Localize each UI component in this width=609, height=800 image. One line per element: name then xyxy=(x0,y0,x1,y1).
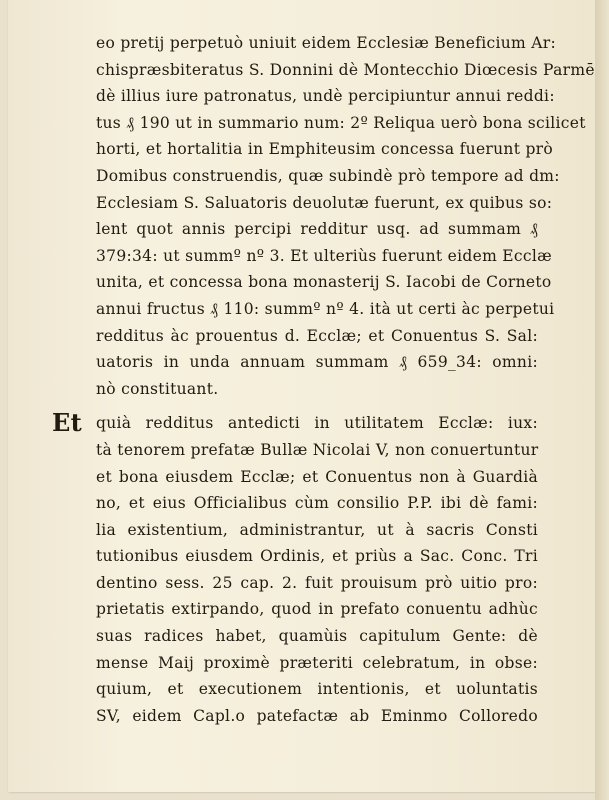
text-line: chispræsbiteratus S. Donnini dè Montecchio Diœcesis Parmē xyxy=(96,60,595,79)
text-line: tus ₰ 190 ut in summario num: 2º Reliqua uerò bona scilicet xyxy=(96,113,586,132)
manuscript-text xyxy=(52,30,595,729)
text-line: horti, et hortalitia in Emphiteusim concessa fuerunt prò xyxy=(96,140,554,159)
text-line: lia existentium, administrantur, ut à sacris Consti xyxy=(96,520,538,539)
text-line: et bona eiusdem Ecclæ; et Conuentus non à Guardià xyxy=(96,467,538,486)
text-line: dentino sess. 25 cap. 2. fuit prouisum prò uitio pro: xyxy=(96,573,538,592)
text-line: 379:34: ut summº nº 3. Et ulteriùs fuerunt eidem Ecclæ xyxy=(96,246,552,265)
text-line: quium, et executionem intentionis, et uoluntatis xyxy=(96,680,538,699)
page-edge xyxy=(595,0,609,800)
text-line: uatoris in unda annuam summam ₰ 659_34: omni: xyxy=(96,353,538,372)
text-line: lent quot annis percipi redditur usq. ad summam ₰ xyxy=(96,220,538,239)
text-line: SV, eidem Capl.o patefactæ ab Eminmo Colloredo xyxy=(96,706,538,725)
text-line: redditus àc prouentus d. Ecclæ; et Conuentus S. Sal: xyxy=(96,326,538,345)
text-line: tà tenorem prefatæ Bullæ Nicolai V, non conuertuntur xyxy=(96,440,539,459)
initial-letters: Et xyxy=(52,408,82,438)
text-line: dè illius iure patronatus, undè percipiuntur annui reddi: xyxy=(96,87,555,106)
text-line: quià redditus antedicti in utilitatem Ecclæ: iux: xyxy=(96,414,538,433)
text-line: prietatis extirpando, quod in prefato conuentu adhùc xyxy=(96,600,538,619)
text-line: no, et eius Officialibus cùm consilio P.P. ibi dè fami: xyxy=(96,494,538,513)
text-line: suas radices habet, quamùis capitulum Gente: dè xyxy=(96,627,538,646)
text-line: annui fructus ₰ 110: summº nº 4. ità ut certi àc perpetui xyxy=(96,299,555,318)
text-line: nò constituant. xyxy=(96,379,219,398)
text-line: tutionibus eiusdem Ordinis, et priùs a Sac. Conc. Tri xyxy=(96,547,538,566)
paragraph-2 xyxy=(52,408,539,729)
text-line: unita, et concessa bona monasterij S. Iacobi de Corneto xyxy=(96,273,552,292)
text-line: eo pretij perpetuò uniuit eidem Ecclesiæ Beneficium Ar: xyxy=(96,34,556,52)
text-line: Ecclesiam S. Saluatoris deuolutæ fuerunt, ex quibus so: xyxy=(96,193,553,212)
text-line: Domibus construendis, quæ subindè prò tempore ad dm: xyxy=(96,166,560,185)
text-line: mense Maij proximè præteriti celebratum, in obse: xyxy=(96,653,538,672)
